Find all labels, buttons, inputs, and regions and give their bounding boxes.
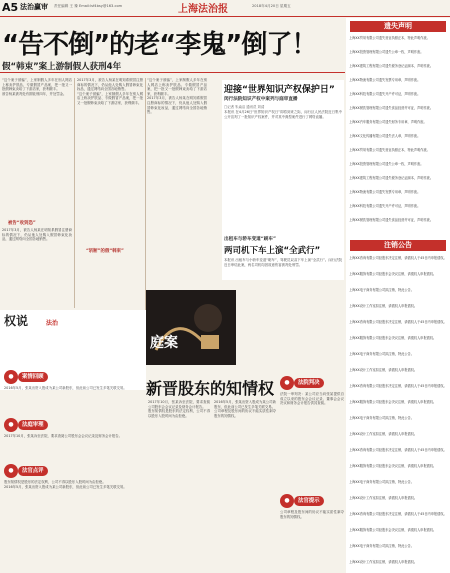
- feature-col1-text: 2017年10月，张某诉至法院，要求查阅公司股东会会议记录及财务会计报告。: [148, 400, 210, 409]
- cancellation-item: 上海XX电子商务有限公司拟注销，特此公告。: [349, 352, 414, 356]
- article-body: [224, 110, 342, 230]
- section-brand-sub: 法治: [46, 320, 59, 327]
- cancellation-item: 上海XX咨询有限公司经股东决定注销，请债权人于45日内申报债权。: [349, 256, 447, 260]
- col2-paragraph-2: “这个案子被骗”，上家制假人多年在别人网店上称卖护肤品、专做假冒产品案，把一批又一批假韩束卖给了下游店家，获利颇丰。: [77, 91, 143, 105]
- cancellation-item: 上海XX设计工作室拟注销，请债权人申报债权。: [349, 432, 418, 436]
- lead-article-col2: [77, 78, 143, 308]
- cancellation-item: 上海XX服饰有限公司经股东会决议注销，请债权人申报债权。: [349, 272, 437, 276]
- sub-article-body: [224, 258, 342, 330]
- cancellation-item: 上海XX电子商务有限公司拟注销，特此公告。: [349, 288, 414, 292]
- notice-item: 上海XX餐饮管理有限公司遗失食品经营许可证，声明作废。: [349, 218, 434, 222]
- cancellation-item: 上海XX咨询有限公司经股东决定注销，请债权人于45日内申报债权。: [349, 448, 447, 452]
- article-title: 迎接“世界知识产权保护日”: [224, 85, 335, 95]
- article-byline: □记者 朱焱洁 通讯员 刘清: [224, 105, 265, 109]
- notice-item: 上海XX物流有限公司遗失发票专用章，声明作废。: [349, 190, 421, 194]
- feature-col2-text-2: 公司章程及股东间的协议不能实质性剥夺股东的知情权。: [214, 409, 276, 418]
- article-body-text: 本报讯 在4月26日“世界知识产权日”即将到来之际，闵行区人民法院近日集中公开宣判了一批知识产权案件，并对其中典型案件进行了网络直播。: [224, 110, 342, 119]
- comment-paragraph: 股东知情权是股东的法定权利，公司不得以股东入股时间为由拒绝。: [4, 480, 106, 484]
- notice-item: 上海XX投资管理有限公司遗失公章一枚，声明作废。: [349, 50, 424, 54]
- col3-paragraph: “这个案子被骗”，上家制假人多年在别人网店上称卖护肤品、专做假冒产品案，把一批又一批假韩束卖给了下游店家，获利颇丰。: [147, 78, 207, 96]
- sub-article-kicker: 出租车与轿车变道“刷车”: [224, 237, 276, 242]
- notice-sidebar: [346, 18, 450, 573]
- lost-notice-heading: 遗失声明: [350, 21, 446, 32]
- main-subheadline: 假“韩束”案上游制假人获刑4年: [2, 62, 122, 72]
- col1b-paragraph: 2017年3月，被告人杨某在明知系假冒注册商标的情况下，仍从他人处购入假冒韩束化妆品，通过网络向全国各地销售。: [2, 228, 72, 242]
- notice-item: 上海XX建筑工程有限公司遗失税务登记证副本，声明作废。: [349, 64, 434, 68]
- lead-paragraph: “这个案子被骗”，上家制假人多年在别人网店上称卖护肤品、专做假冒产品案，把一批又一批假韩束卖给了下游店家，获利颇丰。: [2, 78, 72, 92]
- case-icon: ●: [4, 370, 18, 384]
- cancellation-item: 上海XX服饰有限公司经股东会决议注销，请债权人申报债权。: [349, 336, 437, 340]
- cancellation-item: 上海XX设计工作室拟注销，请债权人申报债权。: [349, 560, 418, 564]
- sub-article-title: 两司机下车上演“全武行”: [224, 246, 321, 256]
- notice-item: 上海XX文化传播有限公司遗失法人章，声明作废。: [349, 134, 421, 138]
- col3-paragraph-2: 2017年3月，被告人杨某在明知系假冒注册商标的情况下，仍从他人处购入假冒韩束化妆品，通过网络向全国各地销售。: [147, 96, 207, 115]
- cancellation-item: 上海XX咨询有限公司经股东决定注销，请债权人于45日内申报债权。: [349, 320, 447, 324]
- case-text: [4, 386, 144, 414]
- comment-tag: 法官点评: [18, 466, 48, 476]
- feature-image: [146, 290, 236, 365]
- court-tag: 法庭审理: [18, 420, 48, 430]
- reminder-paragraph: 公司章程及股东间的协议不能实质性剥夺股东的知情权。: [280, 510, 344, 519]
- notice-item: 上海XX餐饮管理有限公司遗失食品经营许可证，声明作废。: [349, 106, 434, 110]
- notice-item: 上海XX贸易有限公司遗失营业执照正本，特此声明作废。: [349, 148, 430, 152]
- feature-col2: [214, 400, 276, 568]
- column-divider: [74, 78, 75, 308]
- judgment-tag: 法院判决: [294, 378, 324, 388]
- comment-icon: ●: [4, 464, 18, 478]
- main-headline: “告不倒”的老“李鬼”倒了！: [2, 30, 317, 60]
- notice-item: 上海XX科技有限公司遗失开户许可证，声明作废。: [349, 204, 421, 208]
- section-name: 法治赢审: [20, 3, 48, 11]
- page-number: A5: [2, 1, 19, 14]
- headline-rule: [0, 72, 345, 73]
- feature-col1: [148, 400, 210, 568]
- comment-paragraph-2: 2016年5月，张某出资入股成为某公司新股东，但此前公司已发生多笔关联交易。: [4, 484, 127, 489]
- case-paragraph: 2016年5月，张某出资入股成为某公司新股东，但此前公司已发生多笔关联交易。: [4, 386, 127, 390]
- col2-paragraph: 2017年3月，被告人杨某在明知系假冒注册商标的情况下，仍从他人处购入假冒韩束化妆品，通过网络向全国各地销售。: [77, 78, 143, 92]
- lead-article-col1b: [2, 228, 72, 308]
- notice-item: 上海XX汽车服务有限公司遗失财务专用章，声明作废。: [349, 120, 427, 124]
- cancellation-item: 上海XX设计工作室拟注销，请债权人申报债权。: [349, 304, 418, 308]
- cancellation-item: 上海XX设计工作室拟注销，请债权人申报债权。: [349, 496, 418, 500]
- editor-line: 责任编辑 王 豫 Email:lsf4bsy@163.com: [54, 4, 123, 8]
- cancellation-item: 上海XX电子商务有限公司拟注销，特此公告。: [349, 416, 414, 420]
- comment-text: [4, 480, 144, 568]
- notice-item: 上海XX投资管理有限公司遗失公章一枚，声明作废。: [349, 162, 424, 166]
- newspaper-logo: 上海法治报: [178, 4, 228, 15]
- court-paragraph: 2017年10月，张某诉至法院，要求查阅公司股东会会议记录及财务会计报告。: [4, 434, 123, 438]
- feature-col1-text-2: 股东知情权是股东的法定权利，公司不得以股东入股时间为由拒绝。: [148, 409, 210, 418]
- sub-article-text: 本报讯 出租车与小轿车变道“刷车”，驾驶员双双下车上演“全武行”。闵行法院近日审结此案，两名司机均因故意伤害被判处刑罚。: [224, 258, 342, 267]
- section-brand: 权说: [4, 314, 29, 328]
- notice-item: 上海XX建筑工程有限公司遗失税务登记证副本，声明作废。: [349, 176, 434, 180]
- reminder-icon: ●: [280, 494, 294, 508]
- dateline: 2018年4月20日 星期五: [252, 4, 291, 8]
- feature-image-text: 庭案: [150, 335, 178, 351]
- cancellation-item: 上海XX服饰有限公司经股东会决议注销，请债权人申报债权。: [349, 528, 437, 532]
- lead-article-col1: [2, 78, 72, 218]
- cancellation-item: 上海XX电子商务有限公司拟注销，特此公告。: [349, 544, 414, 548]
- cancellation-item: 上海XX咨询有限公司经股东决定注销，请债权人于45日内申报债权。: [349, 512, 447, 516]
- cancellation-item: 上海XX咨询有限公司经股东决定注销，请债权人于45日内申报债权。: [349, 384, 447, 388]
- reminder-tag: 法官提示: [294, 496, 324, 506]
- notice-item: 上海XX贸易有限公司遗失营业执照正本，特此声明作废。: [349, 36, 430, 40]
- lead-article-col3: [147, 78, 207, 288]
- cancellation-notice-heading: 注销公告: [350, 240, 446, 251]
- case-tag: 案情回顾: [18, 372, 48, 382]
- cancellation-item: 上海XX设计工作室拟注销，请债权人申报债权。: [349, 368, 418, 372]
- feature-illustration: [146, 290, 236, 365]
- judgment-paragraph: 法院一审判决：某公司应当向张某提供自成立以来的股东会会议记录、董事会会议决议和财务会计报告供其查阅。: [280, 392, 344, 406]
- lead-paragraph-2: 被告杨某被判处有期徒刑四年，并处罚金。: [2, 91, 67, 96]
- reminder-text: [280, 510, 344, 568]
- section-label: 被告“收到恐”: [8, 221, 36, 226]
- court-text: [4, 434, 144, 458]
- cancellation-item: 上海XX服饰有限公司经股东会决议注销，请债权人申报债权。: [349, 400, 437, 404]
- feature-title: 新晋股东的知情权: [146, 379, 275, 398]
- article-subtitle: 闵行法院知识产权中案列与庭审直播: [224, 97, 298, 102]
- notice-item: 上海XX科技有限公司遗失开户许可证，声明作废。: [349, 92, 421, 96]
- court-icon: ●: [4, 418, 18, 432]
- notice-item: 上海XX物流有限公司遗失发票专用章，声明作废。: [349, 78, 421, 82]
- judgment-icon: ●: [280, 376, 294, 390]
- cancellation-item: 上海XX服饰有限公司经股东会决议注销，请债权人申报债权。: [349, 464, 437, 468]
- section-label-2: “斩断”的假“韩束”: [86, 249, 124, 254]
- judgment-text: [280, 392, 344, 488]
- feature-col2-text: 2016年5月，张某出资入股成为某公司新股东，但此前公司已发生多笔关联交易。: [214, 400, 276, 409]
- cancellation-item: 上海XX电子商务有限公司拟注销，特此公告。: [349, 480, 414, 484]
